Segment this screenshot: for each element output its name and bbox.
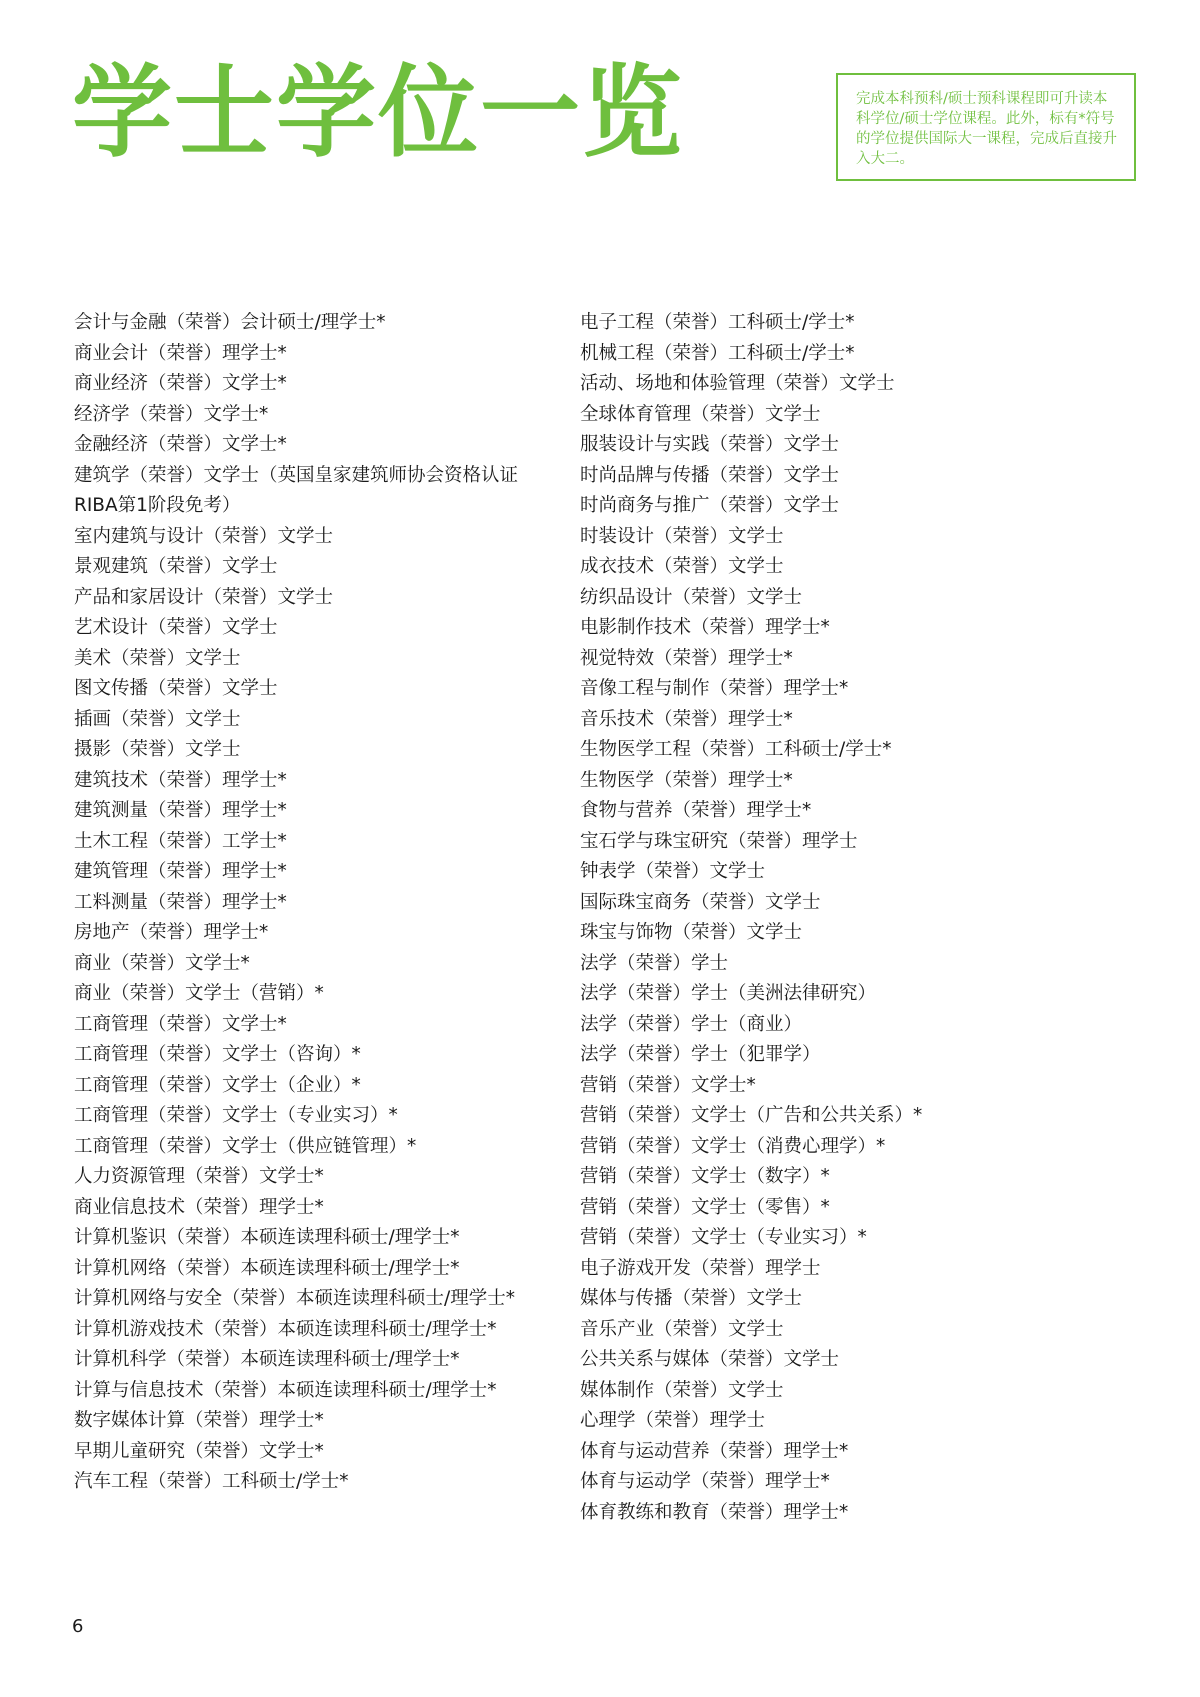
degree-item: 体育与运动营养（荣誉）理学士*	[580, 1440, 849, 1462]
degree-item: 计算机网络（荣誉）本硕连读理科硕士/理学士*	[74, 1257, 460, 1279]
degree-item: 工商管理（荣誉）文学士（企业）*	[74, 1074, 361, 1096]
degree-item: 珠宝与饰物（荣誉）文学士	[580, 922, 803, 943]
degree-item: 时尚品牌与传播（荣誉）文学士	[580, 464, 840, 486]
degree-list-left	[74, 308, 570, 1498]
degree-item: 工料测量（荣誉）理学士*	[74, 891, 287, 913]
degree-item: 人力资源管理（荣誉）文学士*	[74, 1166, 324, 1187]
degree-item: 法学（荣誉）学士（商业）	[580, 1013, 803, 1035]
page-number: 6	[72, 1616, 84, 1637]
degree-item: 会计与金融（荣誉）会计硕士/理学士*	[74, 312, 386, 333]
degree-item: 活动、场地和体验管理（荣誉）文学士	[580, 373, 895, 394]
degree-item: 房地产（荣誉）理学士*	[74, 922, 269, 943]
degree-item: 媒体制作（荣誉）文学士	[580, 1379, 784, 1401]
degree-item: 建筑学（荣誉）文学士（英国皇家建筑师协会资格认证	[74, 464, 519, 486]
degree-item: 汽车工程（荣誉）工科硕士/学士*	[74, 1471, 349, 1492]
degree-item: 音乐产业（荣誉）文学士	[580, 1318, 784, 1340]
degree-item: 图文传播（荣誉）文学士	[74, 678, 278, 699]
degree-item: 心理学（荣誉）理学士	[580, 1410, 766, 1431]
degree-item: 公共关系与媒体（荣誉）文学士	[580, 1349, 840, 1370]
degree-item: 生物医学工程（荣誉）工科硕士/学士*	[580, 739, 892, 760]
page-title: 学士学位一览	[72, 54, 684, 171]
degree-item: 食物与营养（荣誉）理学士*	[580, 800, 812, 821]
degree-item: 生物医学（荣誉）理学士*	[580, 769, 793, 791]
degree-item: 室内建筑与设计（荣誉）文学士	[74, 525, 334, 547]
degree-item: 建筑管理（荣誉）理学士*	[74, 861, 287, 882]
degree-item: 建筑技术（荣誉）理学士*	[74, 769, 287, 791]
degree-item: 营销（荣誉）文学士*	[580, 1074, 756, 1096]
degree-item: 经济学（荣誉）文学士*	[74, 403, 269, 425]
degree-item: 音像工程与制作（荣誉）理学士*	[580, 678, 849, 699]
degree-item: 营销（荣誉）文学士（消费心理学）*	[580, 1135, 886, 1157]
degree-item: 计算与信息技术（荣誉）本硕连读理科硕士/理学士*	[74, 1379, 497, 1401]
degree-item: 营销（荣誉）文学士（零售）*	[580, 1196, 830, 1218]
degree-item: 商业会计（荣誉）理学士*	[74, 342, 287, 364]
degree-item: 计算机游戏技术（荣誉）本硕连读理科硕士/理学士*	[74, 1318, 497, 1340]
note-box: 完成本科预科/硕士预科课程即可升读本科学位/硕士学位课程。此外，标有*符号的学位提供国际大一课程，完成后直接升入大二。	[836, 73, 1136, 181]
degree-item: 体育与运动学（荣誉）理学士*	[580, 1471, 830, 1492]
degree-item: 时尚商务与推广（荣誉）文学士	[580, 495, 840, 516]
degree-item: 体育教练和教育（荣誉）理学士*	[580, 1501, 849, 1523]
degree-item: 成衣技术（荣誉）文学士	[580, 556, 784, 577]
degree-item: 美术（荣誉）文学士	[74, 647, 241, 669]
degree-item: 媒体与传播（荣誉）文学士	[580, 1288, 803, 1309]
degree-item: 数字媒体计算（荣誉）理学士*	[74, 1410, 324, 1431]
degree-item: 计算机网络与安全（荣誉）本硕连读理科硕士/理学士*	[74, 1288, 515, 1309]
degree-item: 钟表学（荣誉）文学士	[580, 861, 766, 882]
degree-item: 商业（荣誉）文学士（营销）*	[74, 983, 324, 1004]
degree-item: 工商管理（荣誉）文学士（供应链管理）*	[74, 1135, 417, 1157]
degree-item: 时装设计（荣誉）文学士	[580, 525, 784, 547]
degree-item: RIBA第1阶段免考）	[74, 495, 241, 516]
degree-item: 服装设计与实践（荣誉）文学士	[580, 434, 840, 455]
degree-item: 法学（荣誉）学士（犯罪学）	[580, 1044, 821, 1065]
degree-item: 法学（荣誉）学士（美洲法律研究）	[580, 983, 877, 1004]
degree-item: 营销（荣誉）文学士（广告和公共关系）*	[580, 1105, 923, 1126]
degree-item: 电子工程（荣誉）工科硕士/学士*	[580, 312, 855, 333]
degree-item: 音乐技术（荣誉）理学士*	[580, 708, 793, 730]
degree-item: 产品和家居设计（荣誉）文学士	[74, 586, 334, 608]
degree-item: 电子游戏开发（荣誉）理学士	[580, 1257, 821, 1279]
degree-item: 工商管理（荣誉）文学士（咨询）*	[74, 1044, 361, 1065]
degree-item: 法学（荣誉）学士	[580, 952, 729, 974]
degree-item: 摄影（荣誉）文学士	[74, 739, 241, 760]
degree-item: 商业（荣誉）文学士*	[74, 952, 250, 974]
degree-item: 国际珠宝商务（荣誉）文学士	[580, 891, 821, 913]
degree-list-right	[580, 308, 1140, 1528]
degree-item: 全球体育管理（荣誉）文学士	[580, 403, 821, 425]
degree-item: 计算机科学（荣誉）本硕连读理科硕士/理学士*	[74, 1349, 460, 1370]
degree-item: 工商管理（荣誉）文学士*	[74, 1013, 287, 1035]
degree-item: 营销（荣誉）文学士（专业实习）*	[580, 1227, 867, 1248]
degree-item: 商业信息技术（荣誉）理学士*	[74, 1196, 324, 1218]
degree-item: 工商管理（荣誉）文学士（专业实习）*	[74, 1105, 398, 1126]
degree-item: 金融经济（荣誉）文学士*	[74, 434, 287, 455]
degree-item: 营销（荣誉）文学士（数字）*	[580, 1166, 830, 1187]
degree-item: 机械工程（荣誉）工科硕士/学士*	[580, 342, 855, 364]
degree-item: 电影制作技术（荣誉）理学士*	[580, 617, 830, 638]
degree-item: 宝石学与珠宝研究（荣誉）理学士	[580, 830, 858, 852]
degree-item: 景观建筑（荣誉）文学士	[74, 556, 278, 577]
degree-item: 纺织品设计（荣誉）文学士	[580, 586, 803, 608]
degree-item: 计算机鉴识（荣誉）本硕连读理科硕士/理学士*	[74, 1227, 460, 1248]
degree-item: 插画（荣誉）文学士	[74, 708, 241, 730]
degree-item: 视觉特效（荣誉）理学士*	[580, 647, 793, 669]
degree-item: 商业经济（荣誉）文学士*	[74, 373, 287, 394]
degree-item: 建筑测量（荣誉）理学士*	[74, 800, 287, 821]
degree-item: 土木工程（荣誉）工学士*	[74, 830, 287, 852]
degree-item: 艺术设计（荣誉）文学士	[74, 617, 278, 638]
degree-item: 早期儿童研究（荣誉）文学士*	[74, 1440, 324, 1462]
